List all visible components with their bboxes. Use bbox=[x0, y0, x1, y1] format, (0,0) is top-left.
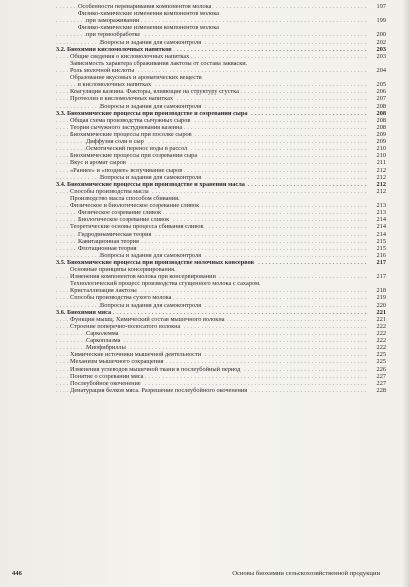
toc-entry-title: при замораживании bbox=[86, 17, 140, 25]
toc-entry-page: 212 bbox=[368, 188, 386, 195]
toc-entry bbox=[56, 202, 386, 209]
toc-entry-page: 225 bbox=[368, 358, 386, 365]
toc-entry-page: 210 bbox=[368, 145, 386, 152]
toc-entry-title: Механизм мышечного сокращения bbox=[70, 358, 164, 366]
toc-entry-page: 199 bbox=[368, 17, 386, 24]
toc-entry bbox=[56, 252, 386, 259]
toc-entry-title: Физико-химические изменения компонентов молока bbox=[78, 24, 219, 32]
toc-entry-title: Флотационная теория bbox=[78, 244, 137, 252]
toc-entry-page: 221 bbox=[368, 316, 386, 323]
toc-entry-title: Диффузия соли в сыр bbox=[86, 138, 144, 146]
toc-entry-title: Саркоплазма bbox=[86, 337, 121, 345]
toc-entry bbox=[56, 387, 386, 394]
toc-entry-page: 202 bbox=[368, 39, 386, 46]
toc-entry-page: 219 bbox=[368, 294, 386, 301]
toc-entry-page: 208 bbox=[368, 124, 386, 131]
toc-entry-page: 200 bbox=[368, 31, 386, 38]
toc-entry-page: 217 bbox=[368, 259, 386, 266]
toc-entry-page: 222 bbox=[368, 330, 386, 337]
toc-entry bbox=[56, 351, 386, 358]
toc-entry bbox=[56, 223, 386, 230]
toc-entry-page: 226 bbox=[368, 366, 386, 373]
toc-entry-page: 213 bbox=[368, 202, 386, 209]
toc-entry-title: Сарколемма bbox=[86, 330, 119, 338]
toc-entry-title: Кристаллизация лактозы bbox=[70, 287, 137, 295]
toc-entry bbox=[56, 380, 386, 387]
toc-entry-page: 208 bbox=[368, 110, 386, 117]
toc-entry-title: Вопросы и задания для самоконтроля bbox=[100, 173, 202, 181]
toc-entry-page: 207 bbox=[368, 95, 386, 102]
toc-entry-title: Изменения компонентов молока при консервировании bbox=[70, 273, 216, 281]
toc-entry bbox=[56, 124, 386, 131]
toc-entry bbox=[56, 273, 386, 280]
toc-entry bbox=[56, 280, 386, 287]
toc-entry-page: 227 bbox=[368, 373, 386, 380]
toc-entry-title: Протеолиз в кисломолочных напитках bbox=[70, 95, 174, 103]
toc-entry-page: 214 bbox=[368, 231, 386, 238]
toc-entry-title: 3.6. Биохимия мяса bbox=[56, 308, 112, 316]
toc-entry-page: 217 bbox=[368, 273, 386, 280]
toc-entry bbox=[56, 95, 386, 102]
toc-entry bbox=[56, 316, 386, 323]
toc-entry-page: 208 bbox=[368, 103, 386, 110]
toc-entry-title: Особенности переваривания компонентов молока bbox=[78, 3, 212, 10]
toc-entry bbox=[56, 216, 386, 223]
toc-entry-title: Биологическое созревание сливок bbox=[78, 216, 170, 224]
toc-entry bbox=[56, 117, 386, 124]
toc-entry-title: Способы производства масла bbox=[70, 187, 149, 195]
toc-entry-title: Основные принципы консервирования. bbox=[70, 266, 176, 274]
toc-entry bbox=[56, 373, 386, 380]
toc-entry-title: Вкус и аромат сыров bbox=[70, 159, 126, 167]
toc-section-heading bbox=[56, 46, 386, 53]
toc-entry-page: 210 bbox=[368, 152, 386, 159]
toc-entry-title: «Раннее» и «позднее» вспучивание сыров bbox=[70, 166, 183, 174]
toc-entry-title: Кавитационная теория bbox=[78, 237, 139, 245]
toc-entry bbox=[56, 323, 386, 330]
toc-entry bbox=[56, 330, 386, 337]
toc-entry-page: 209 bbox=[368, 138, 386, 145]
toc-entry-title: 3.5. Биохимические процессы при производстве молочных консервов bbox=[56, 258, 254, 266]
toc-entry bbox=[56, 358, 386, 365]
toc-entry-page: 214 bbox=[368, 223, 386, 230]
toc-entry-title: Биохимические процессы при посолке сыров bbox=[70, 130, 192, 138]
toc-entry-title: Осмотический перенос воды в рассол bbox=[86, 145, 188, 153]
toc-entry-title: Вопросы и задания для самоконтроля bbox=[100, 251, 202, 259]
toc-entry-page: 213 bbox=[368, 209, 386, 216]
toc-entry-title: Гидродинамическая теория bbox=[78, 230, 152, 238]
toc-entry-page: 211 bbox=[368, 159, 386, 166]
toc-entry bbox=[56, 81, 386, 88]
toc-entry-page: 215 bbox=[368, 238, 386, 245]
toc-entry-page: 209 bbox=[368, 131, 386, 138]
toc-entry-title: Послеубойное окоченение bbox=[70, 379, 141, 387]
toc-entry bbox=[56, 67, 386, 74]
toc-entry-title: Зависимость характера сбраживания лактозы от состава закваски. bbox=[70, 59, 248, 67]
page-footer bbox=[0, 570, 410, 582]
toc-entry bbox=[56, 266, 386, 273]
toc-entry-page: 221 bbox=[368, 309, 386, 316]
toc-entry-title: 3.4. Биохимические процессы при производстве и хранении масла bbox=[56, 180, 245, 188]
toc-entry bbox=[56, 344, 386, 351]
toc-entry-title: Вопросы и задания для самоконтроля bbox=[100, 301, 202, 309]
toc-entry bbox=[56, 174, 386, 181]
toc-entry bbox=[56, 245, 386, 252]
toc-entry bbox=[56, 238, 386, 245]
toc-entry-title: Вопросы и задания для самоконтроля bbox=[100, 38, 202, 46]
toc-section-heading bbox=[56, 110, 386, 117]
toc-entry-title: Производство масла способом сбивания. bbox=[70, 194, 180, 202]
toc-entry bbox=[56, 10, 386, 17]
toc-section-heading bbox=[56, 309, 386, 316]
toc-entry bbox=[56, 3, 386, 10]
toc-entry bbox=[56, 53, 386, 60]
toc-entry-title: Строение поперечно-полосатого волокна bbox=[70, 322, 181, 330]
toc-entry-title: Общая схема производства сычужных сыров bbox=[70, 116, 191, 124]
binding-shadow bbox=[402, 0, 410, 587]
toc-entry-title: Понятие о созревании мяса bbox=[70, 372, 144, 380]
toc-entry-page: 203 bbox=[368, 46, 386, 53]
toc-entry-title: Химические источники мышечной деятельности bbox=[70, 351, 202, 359]
table-of-contents bbox=[56, 3, 386, 394]
toc-entry-page: 222 bbox=[368, 344, 386, 351]
toc-section-heading bbox=[56, 181, 386, 188]
toc-entry bbox=[56, 188, 386, 195]
toc-entry-title: 3.2. Биохимия кисломолочных напитков bbox=[56, 45, 172, 53]
toc-entry bbox=[56, 366, 386, 373]
toc-entry bbox=[56, 337, 386, 344]
toc-entry-title: Биохимические процессы при созревании сыра bbox=[70, 152, 198, 160]
toc-entry-title: Денатурация белков мяса. Разрешение послеубойного окоченения bbox=[70, 386, 248, 394]
page-number: 446 bbox=[12, 570, 22, 577]
toc-entry bbox=[56, 209, 386, 216]
toc-entry-page: 206 bbox=[368, 88, 386, 95]
toc-entry bbox=[56, 294, 386, 301]
toc-entry-page: 212 bbox=[368, 174, 386, 181]
toc-entry-page: 222 bbox=[368, 337, 386, 344]
toc-entry bbox=[56, 152, 386, 159]
toc-entry bbox=[56, 17, 386, 24]
toc-entry-title: Физическое созревание сливок bbox=[78, 209, 162, 217]
toc-entry-title: Физико-химические изменения компонентов молока bbox=[78, 10, 219, 18]
toc-entry bbox=[56, 74, 386, 81]
toc-entry bbox=[56, 287, 386, 294]
toc-entry-page: 220 bbox=[368, 302, 386, 309]
toc-entry-page: 214 bbox=[368, 216, 386, 223]
toc-entry-title: Общие сведения о кисломолочных напитках bbox=[70, 52, 190, 60]
toc-entry-title: 3.3. Биохимические процессы при производстве и созревании сыра bbox=[56, 109, 248, 117]
running-title: Основы биохимии сельскохозяйственной продукции bbox=[232, 570, 380, 577]
toc-entry-page: 203 bbox=[368, 53, 386, 60]
toc-entry-title: Миофибриллы bbox=[86, 344, 126, 352]
toc-entry bbox=[56, 302, 386, 309]
toc-entry-title: Способы производства сухого молока bbox=[70, 294, 172, 302]
toc-entry-page: 208 bbox=[368, 117, 386, 124]
toc-entry-page: 218 bbox=[368, 287, 386, 294]
toc-entry-title: Образование вкусовых и ароматических веществ bbox=[70, 74, 202, 82]
toc-entry bbox=[56, 31, 386, 38]
toc-entry-page: 212 bbox=[368, 181, 386, 188]
toc-entry-title: Физическое и биологическое созревание сливок bbox=[70, 202, 200, 210]
toc-entry bbox=[56, 167, 386, 174]
toc-entry bbox=[56, 138, 386, 145]
toc-entry-title: Изменения углеводов мышечной ткани в послеубойный период bbox=[70, 365, 241, 373]
toc-entry bbox=[56, 39, 386, 46]
toc-entry-title: Теоретические основы процесса сбивания сливок bbox=[70, 223, 204, 231]
toc-entry bbox=[56, 145, 386, 152]
toc-entry-title: Технологический процесс производства сгущенного молока с сахаром. bbox=[70, 280, 261, 288]
toc-entry bbox=[56, 159, 386, 166]
toc-entry bbox=[56, 231, 386, 238]
toc-entry bbox=[56, 195, 386, 202]
toc-entry-title: Вопросы и задания для самоконтроля bbox=[100, 102, 202, 110]
toc-entry-page: 197 bbox=[368, 3, 386, 10]
toc-entry-page: 228 bbox=[368, 387, 386, 394]
toc-entry-title: Теория сычужного застудневания казеина bbox=[70, 123, 183, 131]
toc-entry bbox=[56, 131, 386, 138]
toc-entry bbox=[56, 60, 386, 67]
toc-entry-page: 204 bbox=[368, 67, 386, 74]
toc-entry-page: 227 bbox=[368, 380, 386, 387]
toc-entry-page: 225 bbox=[368, 351, 386, 358]
toc-entry-page: 215 bbox=[368, 245, 386, 252]
toc-entry-title: Коагуляция казеина. Факторы, влияющие на структуру сгустка bbox=[70, 88, 239, 96]
toc-entry-title: в кисломолочных напитках bbox=[78, 81, 152, 89]
toc-entry-title: Роль молочной кислоты bbox=[70, 66, 135, 74]
toc-entry bbox=[56, 103, 386, 110]
toc-section-heading bbox=[56, 259, 386, 266]
toc-entry-page: 216 bbox=[368, 252, 386, 259]
toc-entry-page: 205 bbox=[368, 81, 386, 88]
toc-entry-page: 212 bbox=[368, 167, 386, 174]
toc-entry bbox=[56, 24, 386, 31]
toc-entry-title: при термообработке bbox=[86, 31, 141, 39]
toc-entry bbox=[56, 88, 386, 95]
toc-entry-page: 222 bbox=[368, 323, 386, 330]
toc-entry-title: Функции мышц. Химический состав мышечного волокна bbox=[70, 315, 225, 323]
